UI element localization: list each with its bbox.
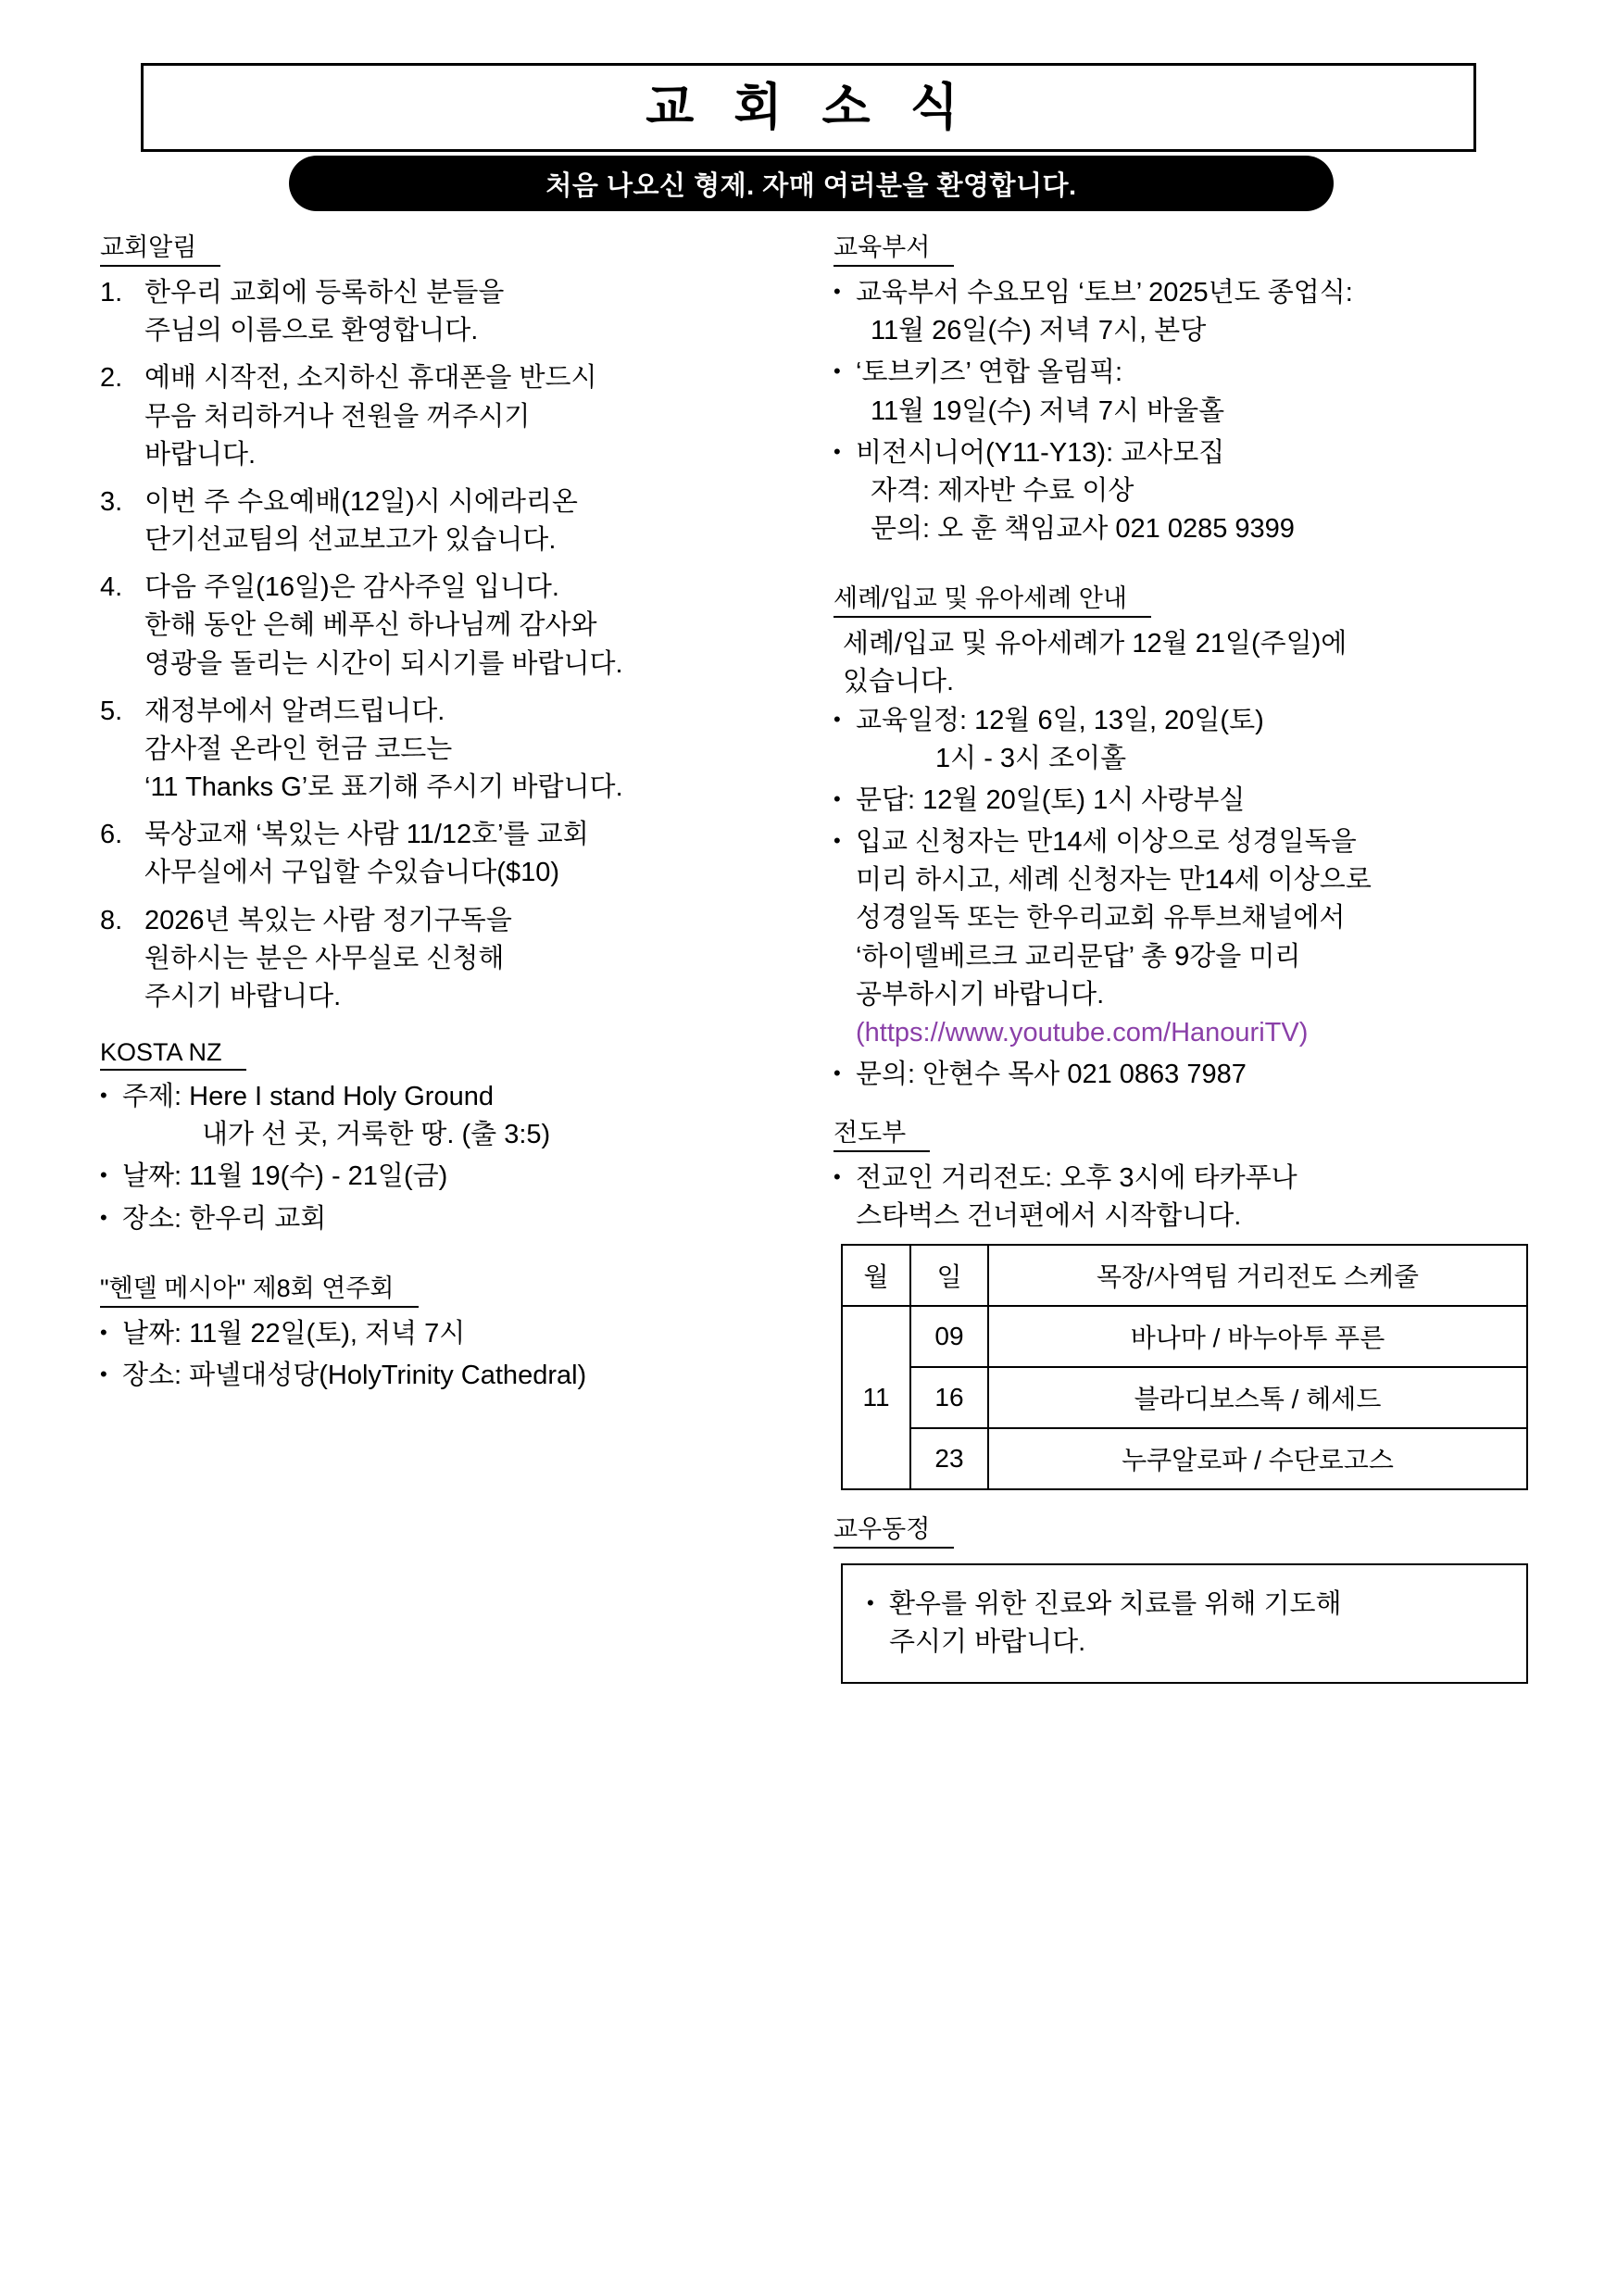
list-item [100, 1078, 804, 1154]
item-line: ‘토브키즈’ 연합 올림픽: [856, 358, 1123, 388]
item-line: 바랍니다. [144, 439, 257, 470]
table-row [842, 1367, 1527, 1428]
item-line: 전교인 거리전도: 오후 3시에 타카푸나 [856, 1163, 1297, 1194]
bullet-icon: • [100, 1320, 107, 1344]
item-body [856, 354, 1537, 430]
list-item [834, 274, 1537, 350]
bullet-icon: • [867, 1590, 874, 1614]
item-line: 단기선교팀의 선교보고가 있습니다. [144, 525, 557, 556]
item-number: 6. [100, 820, 123, 850]
item-line: 주님의 이름으로 환영합니다. [144, 316, 479, 346]
item-line: 날짜: 11월 19(수) - 21일(금) [122, 1161, 448, 1192]
column-header-day: 일 [910, 1245, 988, 1306]
section-heading-church-notice: 교회알림 [100, 227, 220, 267]
item-line: 있습니다. [843, 667, 955, 697]
item-line: 날짜: 11월 22일(토), 저녁 7시 [122, 1318, 466, 1349]
item-line: 무음 처리하거나 전원을 꺼주시기 [144, 401, 531, 432]
baptism-intro [843, 625, 1537, 701]
table-header-row [842, 1245, 1527, 1306]
list-item [100, 693, 804, 808]
cell-day: 09 [910, 1306, 988, 1367]
page-title-box [141, 63, 1476, 152]
bullet-icon: • [834, 280, 841, 303]
item-line: 1시 - 3시 조이홀 [935, 743, 1127, 773]
item-body [856, 702, 1537, 778]
table-row [842, 1306, 1527, 1367]
item-line: 문의: 안현수 목사 021 0863 7987 [856, 1060, 1247, 1090]
section-kosta [100, 1038, 804, 1238]
item-number: 3. [100, 486, 123, 517]
item-line: 감사절 온라인 헌금 코드는 [144, 734, 453, 764]
item-body [144, 274, 804, 350]
list-item [100, 1200, 804, 1238]
list-item [100, 1158, 804, 1196]
list-item [100, 1357, 804, 1395]
evangelism-list [834, 1160, 1537, 1236]
item-line: 장소: 한우리 교회 [122, 1203, 327, 1234]
item-line: 11월 26일(수) 저녁 7시, 본당 [871, 316, 1207, 346]
item-line: 내가 선 곳, 거룩한 땅. (출 3:5) [202, 1120, 551, 1150]
item-line: 사무실에서 구입할 수있습니다($10) [144, 858, 559, 888]
section-heading-member-news: 교우동정 [834, 1509, 954, 1549]
item-line: 스타벅스 건너편에서 시작합니다. [856, 1201, 1242, 1232]
list-item [100, 359, 804, 474]
page-title: 교 회 소 식 [646, 80, 971, 135]
item-body [856, 823, 1537, 1052]
item-line: 공부하시기 바랍니다. [856, 979, 1105, 1010]
item-number: 1. [100, 278, 123, 307]
evangelism-schedule-table [841, 1244, 1528, 1490]
bullet-icon: • [100, 1084, 107, 1108]
section-heading-baptism: 세례/입교 및 유아세례 안내 [834, 578, 1151, 618]
cell-day: 23 [910, 1428, 988, 1489]
list-item [100, 816, 804, 892]
item-line: 문답: 12월 20일(토) 1시 사랑부실 [856, 784, 1246, 815]
item-body [856, 782, 1537, 820]
messiah-list [100, 1315, 804, 1395]
item-body [144, 569, 804, 684]
bullet-icon: • [834, 1165, 841, 1189]
list-item [834, 702, 1537, 778]
bullet-icon: • [100, 1205, 107, 1229]
item-line: 11월 19일(수) 저녁 7시 바울홀 [871, 395, 1225, 426]
education-list [834, 274, 1537, 548]
bullet-icon: • [834, 707, 841, 731]
item-number: 5. [100, 696, 123, 726]
section-heading-education: 교육부서 [834, 227, 954, 267]
item-line: 주제: Here I stand Holy Ground [122, 1082, 494, 1112]
section-heading-evangelism: 전도부 [834, 1112, 930, 1152]
list-item [100, 483, 804, 559]
prayer-request-box [841, 1563, 1528, 1684]
item-line: 예배 시작전, 소지하신 휴대폰을 반드시 [144, 363, 597, 394]
list-item [100, 1315, 804, 1353]
item-body [144, 483, 804, 559]
item-body [856, 1160, 1537, 1236]
list-item [834, 782, 1537, 820]
section-evangelism [834, 1112, 1537, 1489]
baptism-list [834, 702, 1537, 1095]
item-body [856, 274, 1537, 350]
item-line: 주시기 바랍니다. [889, 1626, 1086, 1657]
youtube-link[interactable]: (https://www.youtube.com/HanouriTV) [856, 1017, 1309, 1048]
table-row [842, 1428, 1527, 1489]
item-body [122, 1200, 804, 1238]
item-line: 이번 주 수요예배(12일)시 시에라리온 [144, 486, 578, 517]
list-item [834, 354, 1537, 430]
section-education [834, 227, 1537, 548]
item-line: ‘11 Thanks G’로 표기해 주시기 바랍니다. [144, 772, 623, 803]
section-heading-kosta: KOSTA NZ [100, 1038, 246, 1071]
list-item [834, 823, 1537, 1052]
item-line: 묵상교재 ‘복있는 사람 11/12호’를 교회 [144, 820, 589, 850]
item-line: 성경일독 또는 한우리교회 유투브채널에서 [856, 903, 1346, 934]
item-line: 교육부서 수요모임 ‘토브’ 2025년도 종업식: [856, 278, 1353, 307]
item-line: 재정부에서 알려드립니다. [144, 696, 445, 726]
item-line: 비전시니어(Y11-Y13): 교사모집 [856, 437, 1225, 468]
item-line: 원하시는 분은 사무실로 신청해 [144, 943, 505, 973]
list-item [867, 1586, 1510, 1662]
column-header-team: 목장/사역팀 거리전도 스케줄 [988, 1245, 1527, 1306]
cell-month: 11 [842, 1306, 910, 1489]
cell-team: 누쿠알로파 / 수단로고스 [988, 1428, 1527, 1489]
item-line: 문의: 오 훈 책임교사 021 0285 9399 [871, 514, 1295, 545]
item-body [856, 1056, 1537, 1094]
item-number: 8. [100, 905, 123, 935]
list-item [100, 569, 804, 684]
item-line: 2026년 복있는 사람 정기구독을 [144, 905, 512, 935]
bullet-icon: • [834, 829, 841, 853]
item-body [122, 1078, 804, 1154]
welcome-text: 처음 나오신 형제. 자매 여러분을 환영합니다. [545, 170, 1077, 201]
section-member-news [834, 1509, 1537, 1684]
item-line: 영광을 돌리는 시간이 되시기를 바랍니다. [144, 648, 623, 679]
item-body [889, 1586, 1510, 1662]
item-body [144, 359, 804, 474]
left-column [100, 227, 804, 1400]
bullet-icon: • [834, 1061, 841, 1085]
bullet-icon: • [100, 1361, 107, 1386]
right-column [834, 227, 1537, 1689]
item-line: 한우리 교회에 등록하신 분들을 [144, 278, 505, 307]
welcome-banner [289, 156, 1334, 211]
list-item [834, 1160, 1537, 1236]
item-body [122, 1158, 804, 1196]
bullet-icon: • [834, 786, 841, 810]
item-body [144, 693, 804, 808]
item-line: 다음 주일(16일)은 감사주일 입니다. [144, 572, 559, 603]
column-header-month: 월 [842, 1245, 910, 1306]
item-body [144, 816, 804, 892]
list-item [834, 1056, 1537, 1094]
section-heading-messiah: "헨델 메시아" 제8회 연주회 [100, 1268, 419, 1308]
item-line: 자격: 제자반 수료 이상 [871, 475, 1134, 506]
cell-team: 바나마 / 바누아투 푸른 [988, 1306, 1527, 1367]
church-notice-list [100, 274, 804, 1016]
bullet-icon: • [834, 439, 841, 463]
cell-team: 블라디보스톡 / 헤세드 [988, 1367, 1527, 1428]
section-baptism [834, 578, 1537, 1094]
item-number: 4. [100, 572, 123, 603]
list-item [100, 274, 804, 350]
item-body [122, 1315, 804, 1353]
item-line: 한해 동안 은혜 베푸신 하나님께 감사와 [144, 610, 597, 641]
item-line: 입교 신청자는 만14세 이상으로 성경일독을 [856, 827, 1357, 858]
item-line: 교육일정: 12월 6일, 13일, 20일(토) [856, 705, 1264, 735]
item-line: 장소: 파넬대성당(HolyTrinity Cathedral) [122, 1360, 587, 1390]
list-item [100, 902, 804, 1017]
bullet-icon: • [100, 1163, 107, 1187]
item-body [856, 434, 1537, 549]
item-body [144, 902, 804, 1017]
item-line: 세례/입교 및 유아세례가 12월 21일(주일)에 [843, 629, 1348, 659]
section-messiah-concert [100, 1268, 804, 1395]
item-line: 미리 하시고, 세례 신청자는 만14세 이상으로 [856, 865, 1372, 896]
item-line: 환우를 위한 진료와 치료를 위해 기도해 [889, 1588, 1342, 1619]
list-item [834, 434, 1537, 549]
item-body [122, 1357, 804, 1395]
section-church-notice [100, 227, 804, 1016]
kosta-list [100, 1078, 804, 1238]
item-line: ‘하이델베르크 교리문답’ 총 9강을 미리 [856, 941, 1301, 972]
cell-day: 16 [910, 1367, 988, 1428]
bullet-icon: • [834, 359, 841, 383]
item-number: 2. [100, 363, 123, 394]
item-line: 주시기 바랍니다. [144, 981, 342, 1011]
